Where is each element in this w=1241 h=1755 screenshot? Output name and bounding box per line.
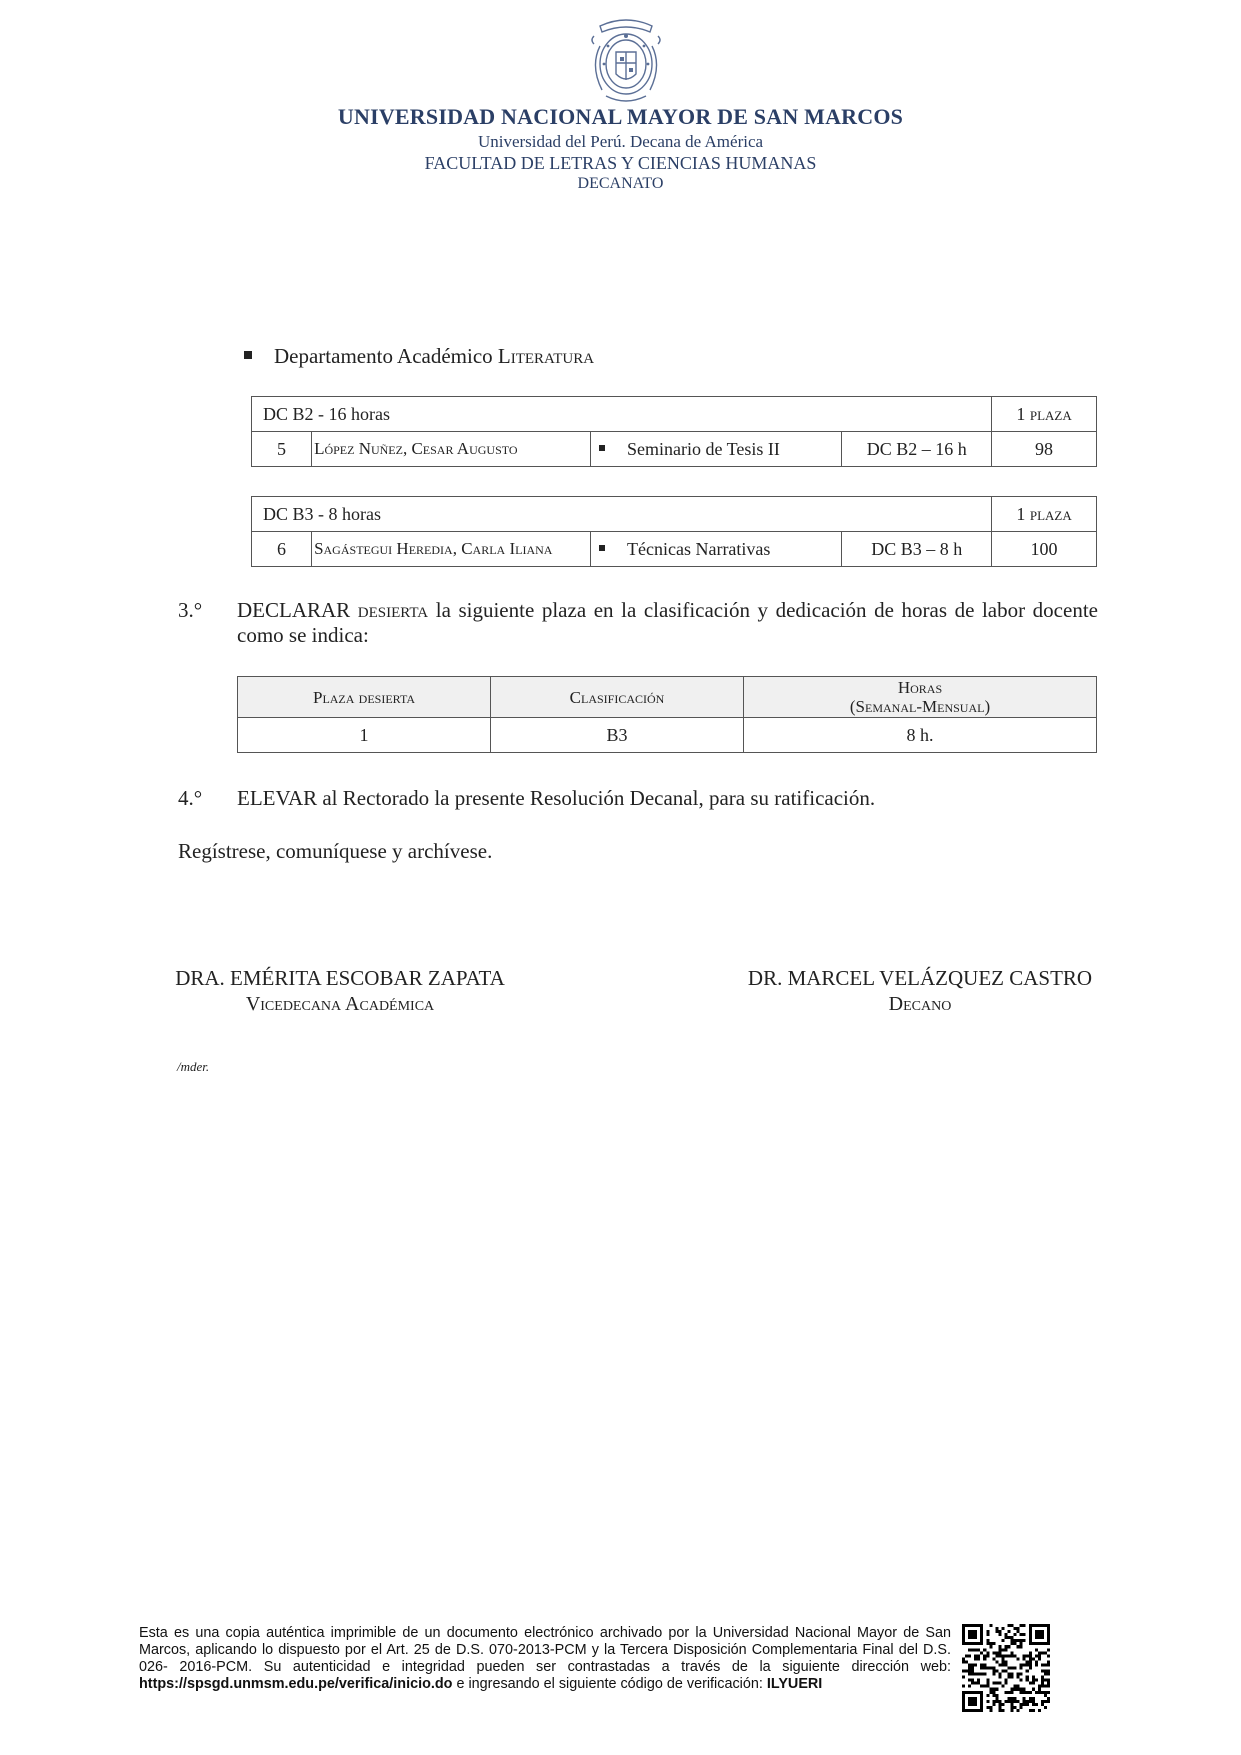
office-name: DECANATO	[577, 175, 664, 192]
signer-role: Decano	[888, 993, 952, 1015]
candidate-name: Sagástegui Heredia, Carla Iliana	[312, 532, 591, 567]
table-row	[252, 432, 1097, 467]
verification-code: ILYUERI	[766, 1676, 823, 1692]
signer-role: Vicedecana Académica	[245, 993, 435, 1015]
bullet-square-icon	[599, 545, 605, 551]
row-number: 6	[252, 532, 312, 567]
classification: DC B2 – 16 h	[842, 432, 992, 467]
signer-name: DR. MARCEL VELÁZQUEZ CASTRO	[747, 966, 1093, 990]
score: 100	[992, 532, 1097, 567]
signer-name: DRA. EMÉRITA ESCOBAR ZAPATA	[175, 966, 505, 990]
vacant-hours: 8 h.	[744, 718, 1097, 753]
bullet-square-icon	[599, 445, 605, 451]
vacant-plaza: 1	[238, 718, 491, 753]
course-cell	[591, 432, 842, 467]
assignment-table-b3	[251, 496, 1097, 567]
department-name: Literatura	[497, 344, 595, 368]
course-name: Técnicas Narrativas	[627, 538, 771, 559]
item-number: 4.°	[178, 786, 203, 810]
department-heading	[244, 344, 594, 369]
column-header-classification: Clasificación	[491, 677, 744, 718]
item-text: ELEVAR al Rectorado la presente Resolución Decanal, para su ratificación.	[237, 786, 876, 810]
resolution-item-3	[178, 598, 1098, 648]
item-number: 3.°	[178, 598, 203, 622]
vacant-classification: B3	[491, 718, 744, 753]
typist-initials: /mder.	[177, 1059, 210, 1074]
university-seal-icon	[586, 16, 666, 108]
course-name: Seminario de Tesis II	[627, 438, 780, 459]
course-cell	[591, 532, 842, 567]
footer-text: Esta es una copia auténtica imprimible de un documento electrónico archivado por la Universidad Nacional Mayor de San Marcos, aplicando lo dispuesto por el Art. 25 de D.S. 070-2013-PCM y la Tercera Disposición Complementaria Final del D.S. 026- 2016-PCM. Su autenticidad e integridad pueden ser contrastadas a través de la siguiente dirección web:	[139, 1625, 951, 1675]
table-row	[238, 718, 1097, 753]
assignment-table-b2	[251, 396, 1097, 467]
category-label: DC B3 - 8 horas	[252, 497, 992, 532]
department-prefix: Departamento Académico	[274, 344, 498, 368]
authenticity-footer	[139, 1625, 951, 1693]
signature-vicedean	[160, 966, 520, 1016]
footer-text-2: e ingresando el siguiente código de verificación:	[452, 1676, 767, 1692]
resolution-item-4	[178, 786, 875, 811]
row-number: 5	[252, 432, 312, 467]
table-header-row	[252, 497, 1097, 532]
category-label: DC B2 - 16 horas	[252, 397, 992, 432]
bullet-square-icon	[244, 351, 252, 359]
table-header-row	[238, 677, 1097, 718]
faculty-name: FACULTAD DE LETRAS Y CIENCIAS HUMANAS	[424, 153, 817, 173]
candidate-name: López Nuñez, Cesar Augusto	[312, 432, 591, 467]
table-row	[252, 532, 1097, 567]
closing-formula: Regístrese, comuníquese y archívese.	[178, 839, 493, 863]
column-header-hours: Horas (Semanal-Mensual)	[744, 677, 1097, 718]
qr-code-icon[interactable]	[962, 1624, 1050, 1712]
score: 98	[992, 432, 1097, 467]
table-header-row	[252, 397, 1097, 432]
vacant-position-table	[237, 676, 1097, 753]
item-text: DECLARAR desierta la siguiente plaza en la clasificación y dedicación de horas de labor docente como se indica:	[237, 598, 1098, 647]
verification-link[interactable]: https://spsgd.unmsm.edu.pe/verifica/inicio.do	[139, 1676, 453, 1692]
plaza-count: 1 plaza	[992, 397, 1097, 432]
column-header-plaza: Plaza desierta	[238, 677, 491, 718]
university-name: UNIVERSIDAD NACIONAL MAYOR DE SAN MARCOS	[337, 104, 904, 129]
university-subtitle: Universidad del Perú. Decana de América	[477, 132, 764, 151]
plaza-count: 1 plaza	[992, 497, 1097, 532]
classification: DC B3 – 8 h	[842, 532, 992, 567]
signature-dean	[700, 966, 1140, 1016]
